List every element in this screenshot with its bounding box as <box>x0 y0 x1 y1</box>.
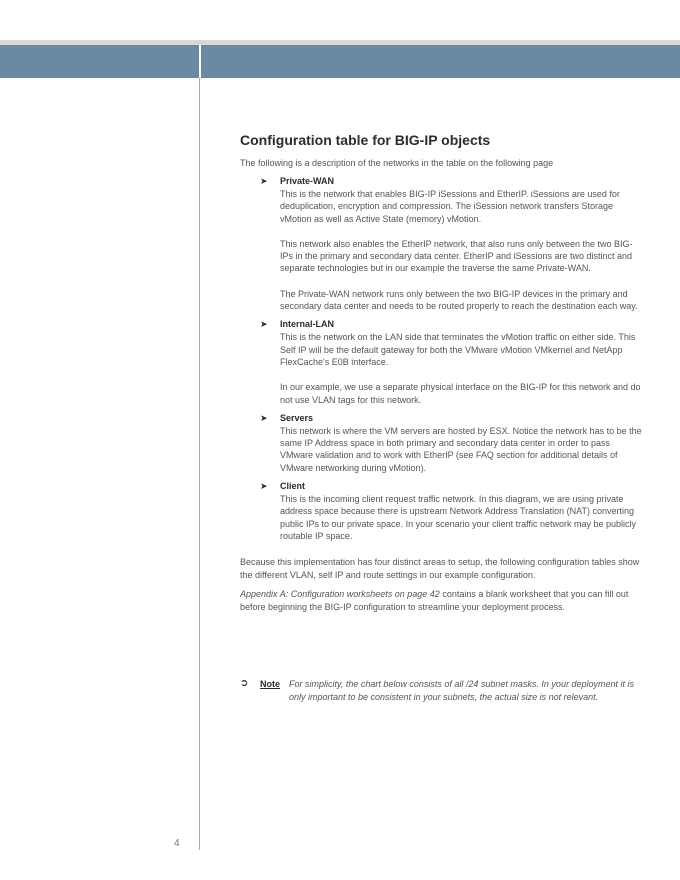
main-content <box>240 131 642 614</box>
intro-text: The following is a description of the networks in the table on the following page <box>240 158 554 168</box>
doc-type-label: DEPLOYMENT GUIDE <box>30 97 115 106</box>
item-paragraph: The Private-WAN network runs only between the two BIG-IP devices in the primary and secondary data center and needs to be routed properly to reach the destination each way. <box>280 288 638 312</box>
appendix-text: contains a blank worksheet that you can fill out before beginning the BIG-IP configuration to streamline your deployment process. <box>240 588 629 612</box>
section-title: Configuration table for BIG-IP objects <box>240 132 491 148</box>
item-paragraph: This network also enables the EtherIP network, that also runs only between the two BIG-IPs in the primary and secondary data center. EtherIP and iSessions are two distinct and separate technologies but in our example the traverse the same Private-WAN. <box>280 238 633 274</box>
item-paragraph: This is the network on the LAN side that terminates the vMotion traffic on either side. This Self IP will be the default gateway for both the VMware vMotion VMkernel and NetApp FlexCache's E0B interface. <box>280 332 636 367</box>
item-title: Private-WAN <box>280 176 335 186</box>
page-number: 4 <box>174 838 180 849</box>
summary-text: Because this implementation has four distinct areas to setup, the following configuration tables show the different VLAN, self IP and route settings in our example configuration. <box>240 557 640 581</box>
item-paragraph: In our example, we use a separate physical interface on the BIG-IP for this network and do not use VLAN tags for this network. <box>280 382 641 405</box>
appendix-link[interactable]: Appendix A: Configuration worksheets on page 42 <box>240 588 440 599</box>
item-title: Internal-LAN <box>280 319 334 330</box>
network-list <box>240 175 642 542</box>
margin-rule <box>199 78 200 850</box>
arrow-bullet-icon: ➤ <box>260 481 268 492</box>
list-item <box>240 412 642 474</box>
note-arrow-icon: ➲ <box>240 678 249 689</box>
list-item <box>240 175 642 312</box>
note-text: For simplicity, the chart below consists of all /24 subnet masks. In your deployment it is only important to be consistent in your subnets, the actual size is not relevant. <box>289 679 634 702</box>
appendix-paragraph <box>240 588 642 614</box>
arrow-bullet-icon: ➤ <box>260 176 268 186</box>
item-title: Client <box>280 481 306 492</box>
item-title: Servers <box>280 412 314 423</box>
header-divider <box>199 45 201 78</box>
arrow-bullet-icon: ➤ <box>260 412 268 423</box>
arrow-bullet-icon: ➤ <box>260 319 268 330</box>
list-item <box>240 480 642 542</box>
doc-subtitle: vMotion with FlexCache and BIG-IP WOM <box>30 109 187 118</box>
item-paragraph: This is the incoming client request traffic network. In this diagram, we are using private address space because there is upstream Network Address Translation (NAT) converting public IPs to our private space. In your scenario your client traffic network may be publicly routable IP space. <box>280 494 637 541</box>
note-label: Note <box>260 679 280 689</box>
doc-header <box>0 45 199 118</box>
item-paragraph: This is the network that enables BIG-IP iSessions and EtherIP. iSessions are used for deduplication, encryption and compression. The iSession network transfers Storage vMotion as well as Active State (memory) vMotion. <box>280 189 620 224</box>
list-item <box>240 318 642 405</box>
item-paragraph: This network is where the VM servers are hosted by ESX. Notice the network has to be the same IP Address space in both primary and secondary data center in order to pass VMware validation and to work with EtherIP (see FAQ section for additional details of VMware networking during vMotion). <box>280 425 642 473</box>
